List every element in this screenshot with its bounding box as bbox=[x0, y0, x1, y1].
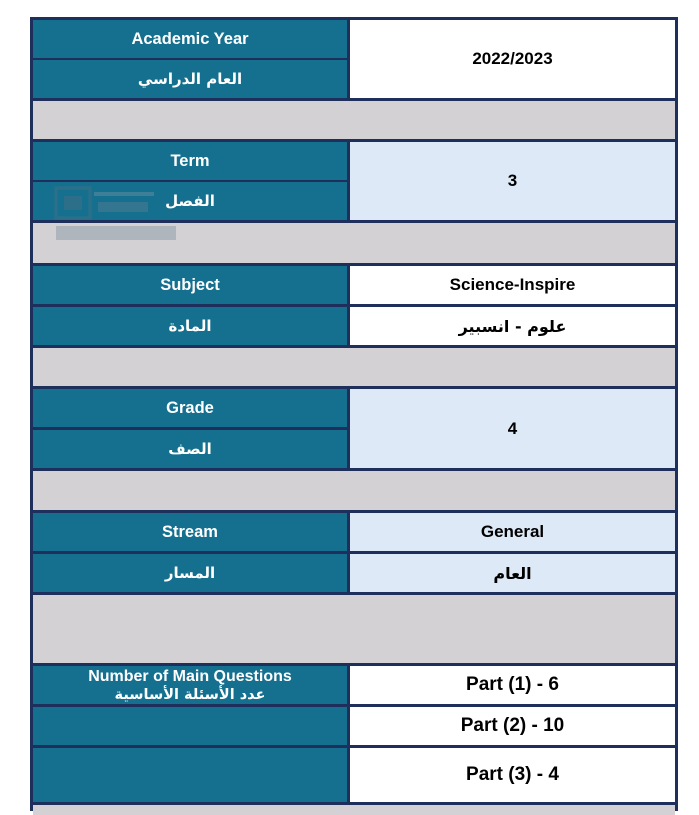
subject-label: Subject bbox=[33, 266, 347, 304]
part-2-value: Part (2) - 10 bbox=[350, 707, 675, 745]
term-label-ar: الفصل bbox=[33, 182, 347, 220]
part-1-value: Part (1) - 6 bbox=[350, 666, 675, 704]
stream-value-ar-text: العام bbox=[493, 563, 532, 583]
grade-value: 4 bbox=[350, 389, 675, 468]
separator-row bbox=[33, 805, 675, 815]
subject-value-ar-text: علوم - انسبير bbox=[458, 316, 567, 336]
questions-label-ar: عدد الأسئلة الأساسية bbox=[114, 687, 266, 703]
almanahj-logo-icon bbox=[54, 184, 194, 254]
term-value: 3 bbox=[350, 142, 675, 220]
grade-label: Grade bbox=[33, 389, 347, 427]
stream-label: Stream bbox=[33, 513, 347, 551]
subject-value-ar bbox=[350, 307, 675, 345]
separator-row bbox=[33, 101, 675, 139]
academic-year-label: Academic Year bbox=[33, 20, 347, 58]
questions-label-cell bbox=[33, 748, 347, 802]
grade-label-ar: الصف bbox=[33, 430, 347, 468]
subject-value: Science-Inspire bbox=[350, 266, 675, 304]
academic-year-value: 2022/2023 bbox=[350, 20, 675, 98]
stream-label-ar: المسار bbox=[33, 554, 347, 592]
part-3-value: Part (3) - 4 bbox=[350, 748, 675, 802]
exam-info-table bbox=[30, 17, 678, 811]
term-label: Term bbox=[33, 142, 347, 180]
questions-label-cell bbox=[33, 707, 347, 745]
stream-value-ar bbox=[350, 554, 675, 592]
stream-value: General bbox=[350, 513, 675, 551]
separator-row bbox=[33, 348, 675, 386]
subject-label-ar: المادة bbox=[33, 307, 347, 345]
separator-row bbox=[33, 471, 675, 510]
academic-year-label-ar: العام الدراسي bbox=[33, 60, 347, 98]
questions-label bbox=[33, 666, 347, 704]
questions-label-en: Number of Main Questions bbox=[88, 668, 292, 685]
separator-row bbox=[33, 595, 675, 663]
